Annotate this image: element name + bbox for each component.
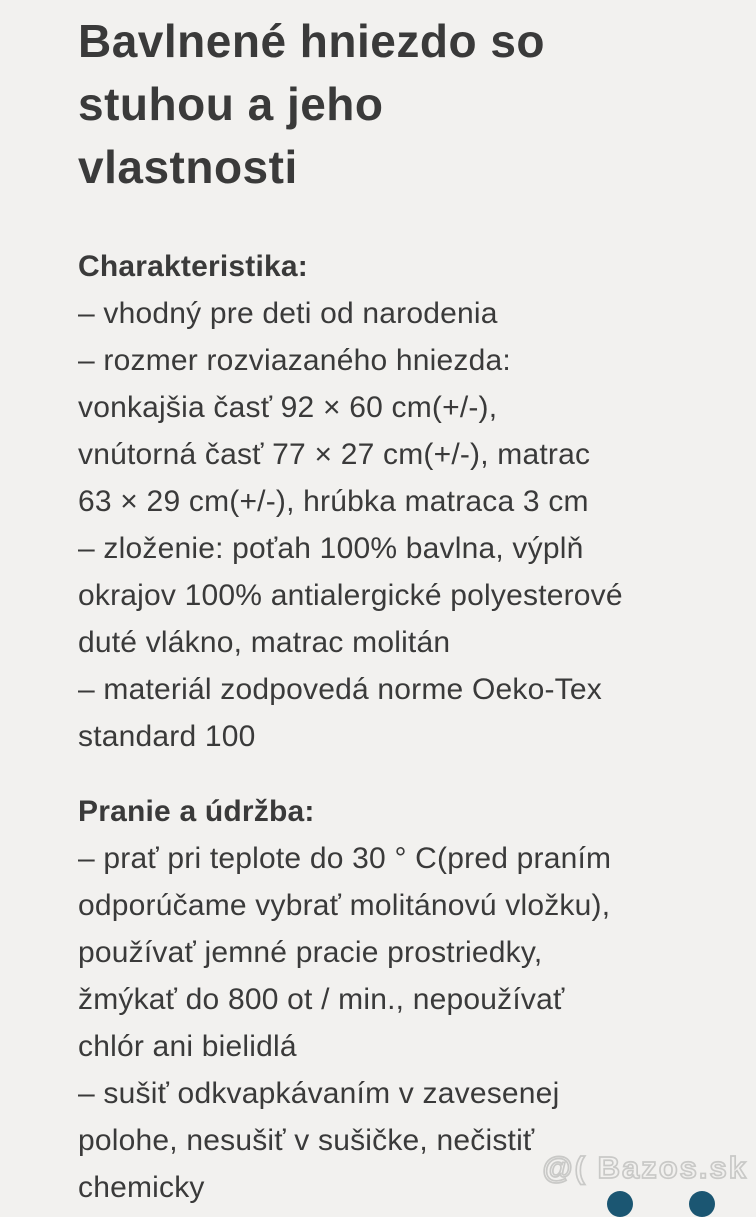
text-line: 63 × 29 cm(+/-), hrúbka matraca 3 cm <box>78 485 589 518</box>
text-line: – vhodný pre deti od narodenia <box>78 297 498 330</box>
text-line: odporúčame vybrať molitánovú vložku), <box>78 889 611 922</box>
title-line: stuhou a jeho <box>78 78 384 130</box>
text-line: – rozmer rozviazaného hniezda: <box>78 344 511 377</box>
decorative-dot <box>689 1191 715 1217</box>
text-line: – materiál zodpovedá norme Oeko-Tex <box>78 673 602 706</box>
text-line: vonkajšia časť 92 × 60 cm(+/-), <box>78 391 498 424</box>
text-line: chlór ani bielidlá <box>78 1030 297 1063</box>
title-line: Bavlnené hniezdo so <box>78 15 546 67</box>
text-line: žmýkať do 800 ot / min., nepoužívať <box>78 983 565 1016</box>
text-line: chemicky <box>78 1171 205 1204</box>
page-title <box>78 6 698 199</box>
section-characteristics <box>78 243 698 760</box>
section-heading: Pranie a údržba: <box>78 795 315 828</box>
text-line: polohe, nesušiť v sušičke, nečistiť <box>78 1124 535 1157</box>
text-line: vnútorná časť 77 × 27 cm(+/-), matrac <box>78 438 591 471</box>
text-line: – zloženie: poťah 100% bavlna, výplň <box>78 532 584 565</box>
text-line: standard 100 <box>78 720 256 753</box>
decorative-dot <box>607 1191 633 1217</box>
title-line: vlastnosti <box>78 141 298 193</box>
bazos-watermark: @( Bazos.sk <box>542 1150 748 1185</box>
text-line: okrajov 100% antialergické polyesterové <box>78 579 623 612</box>
text-line: duté vlákno, matrac molitán <box>78 626 451 659</box>
text-line: – prať pri teplote do 30 ° C(pred praním <box>78 842 612 875</box>
text-line: používať jemné pracie prostriedky, <box>78 936 543 969</box>
text-line: – sušiť odkvapkávaním v zavesenej <box>78 1077 560 1110</box>
section-care <box>78 788 698 1211</box>
section-heading: Charakteristika: <box>78 250 308 283</box>
